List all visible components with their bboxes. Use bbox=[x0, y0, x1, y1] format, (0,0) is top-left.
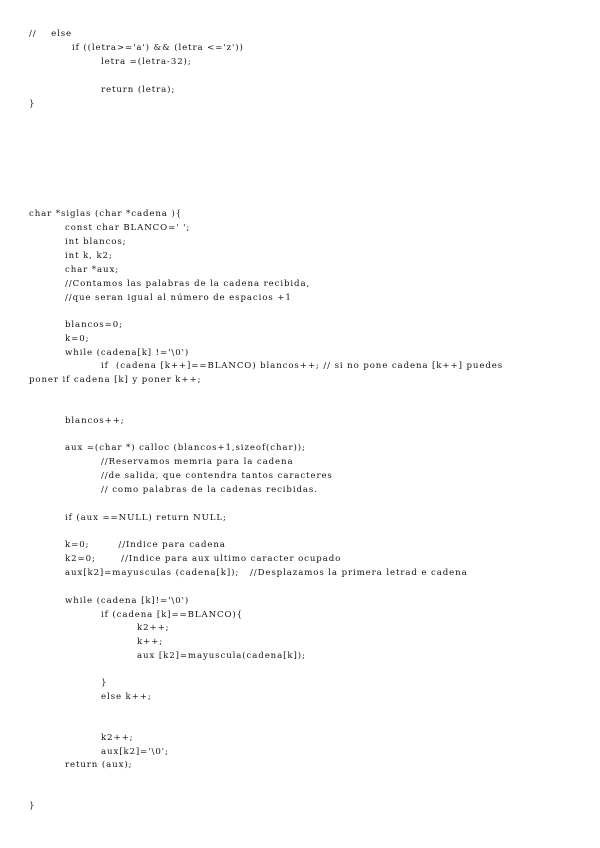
code-line: if (cadena [k]==BLANCO){ bbox=[101, 610, 244, 620]
code-line: else k++; bbox=[101, 692, 152, 702]
code-line: //que seran igual al número de espacios +1 bbox=[65, 293, 292, 303]
code-line: // como palabras de la cadenas recibidas. bbox=[101, 485, 318, 495]
code-line: letra =(letra-32); bbox=[101, 57, 192, 67]
code-line: } bbox=[101, 678, 108, 688]
code-line: //Reservamos memria para la cadena bbox=[101, 457, 294, 467]
code-line: int blancos; bbox=[65, 237, 127, 247]
code-line: k2++; bbox=[101, 733, 134, 743]
code-line: return (letra); bbox=[101, 85, 176, 95]
code-line: while (cadena[k] !='\0') bbox=[65, 348, 190, 358]
code-line: aux[k2]=mayusculas (cadena[k]); //Desplazamos la primera letrad e cadena bbox=[65, 568, 468, 578]
code-line: blancos=0; bbox=[65, 320, 123, 330]
code-line: k2++; bbox=[137, 623, 170, 633]
code-line: // else bbox=[29, 29, 73, 39]
code-line: char *aux; bbox=[65, 265, 120, 275]
code-line: if ((letra>='a') && (letra <='z')) bbox=[72, 43, 244, 53]
code-line: aux =(char *) calloc (blancos+1,sizeof(char)); bbox=[65, 443, 306, 453]
code-line: if (cadena [k++]==BLANCO) blancos++; // si no pone cadena [k++] puedes bbox=[101, 361, 504, 371]
code-line: //Contamos las palabras de la cadena recibida, bbox=[65, 279, 311, 289]
code-line: int k, k2; bbox=[65, 251, 113, 261]
code-line: const char BLANCO=' '; bbox=[65, 223, 191, 233]
code-line: aux[k2]='\0'; bbox=[101, 747, 169, 757]
code-line: //de salida, que contendra tantos caracteres bbox=[101, 471, 333, 481]
code-line: return (aux); bbox=[65, 760, 133, 770]
code-line: } bbox=[29, 99, 36, 109]
code-line: char *siglas (char *cadena ){ bbox=[29, 209, 183, 219]
code-line: k++; bbox=[137, 637, 164, 647]
code-line: if (aux ==NULL) return NULL; bbox=[65, 513, 227, 523]
code-line: k2=0; //Indice para aux ultimo caracter ocupado bbox=[65, 554, 342, 564]
code-line: k=0; bbox=[65, 334, 90, 344]
code-line: } bbox=[29, 801, 36, 811]
code-line: aux [k2]=mayuscula(cadena[k]); bbox=[137, 651, 306, 661]
code-line: poner if cadena [k] y poner k++; bbox=[29, 375, 202, 385]
code-line: while (cadena [k]!='\0') bbox=[65, 596, 190, 606]
code-line: blancos++; bbox=[65, 416, 125, 426]
code-line: k=0; //Indice para cadena bbox=[65, 540, 226, 550]
